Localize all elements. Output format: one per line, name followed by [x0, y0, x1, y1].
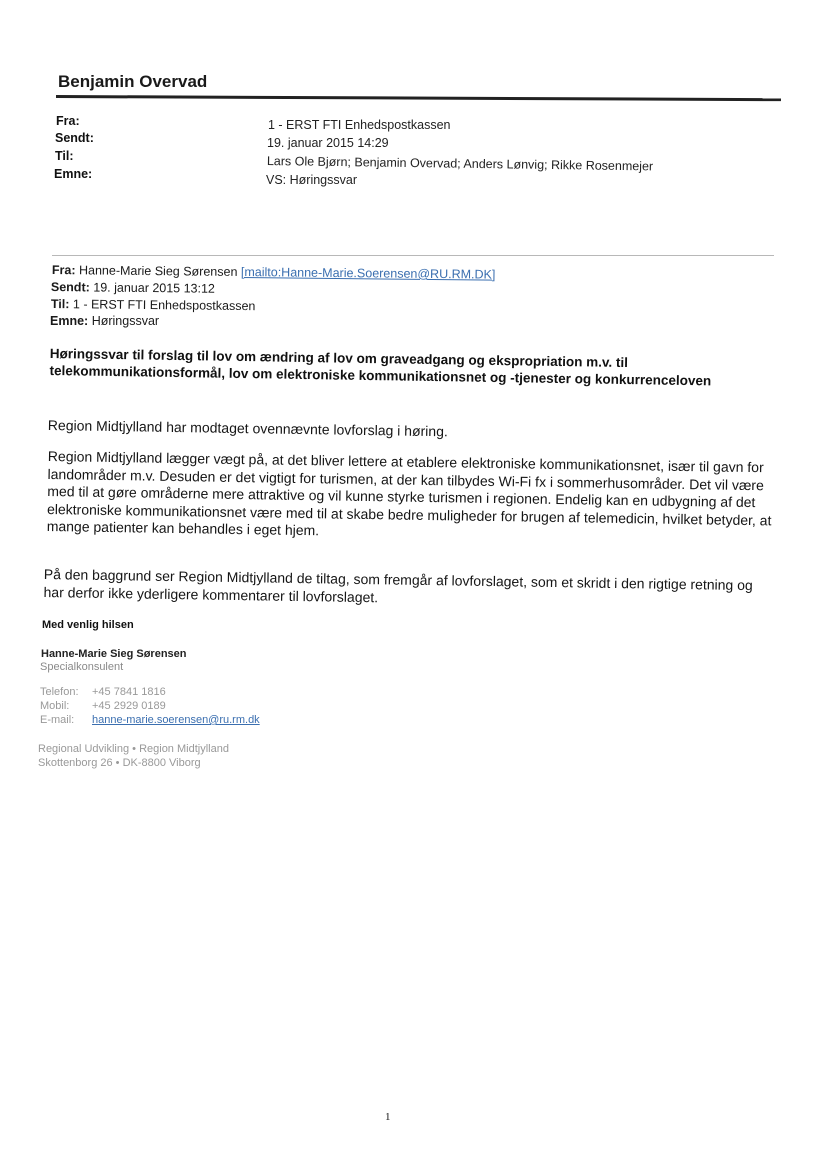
body-paragraph-2: Region Midtjylland lægger vægt på, at det bliver lettere at etablere elektroniske kommunikationsnet, især til gavn for landområder m.v. Desuden er det vigtigt for turismen, at der kan tilbydes Wi-Fi fx i sommerhusområder. Det vil være med til at gøre områderne mere attraktive og vil kunne styrke turismen i regionen. Endelig kan en udbygning af det elektroniske kommunikationsnet være med til at skabe bedre muligheder for brugen af telemedicin, hvilket betyder, at mange patienter kan behandles i eget hjem. — [46, 448, 772, 539]
forwarded-subject-line — [50, 314, 159, 328]
body-paragraph-1: Region Midtjylland har modtaget ovennævnte lovforslag i høring. — [47, 417, 448, 440]
forwarded-to-value: 1 - ERST FTI Enhedspostkassen — [72, 297, 256, 314]
body-paragraph-3: På den baggrund ser Region Midtjylland de tiltag, som fremgår af lovforslaget, som et skridt i den rigtige retning og har derfor ikke yderligere kommentarer til lovforslaget. — [43, 566, 753, 605]
forwarded-sent-line — [51, 280, 215, 296]
forwarded-mailto-link[interactable]: [mailto:Hanne-Marie.Soerensen@RU.RM.DK] — [240, 264, 496, 282]
org-line-1: Regional Udvikling • Region Midtjylland — [38, 743, 229, 755]
page-number: 1 — [385, 1111, 391, 1123]
forwarded-sent-value: 19. januar 2015 13:12 — [93, 280, 216, 296]
closing-greeting: Med venlig hilsen — [42, 619, 134, 631]
phone-value: +45 7841 1816 — [92, 686, 166, 698]
forwarded-to-line — [51, 297, 256, 313]
separator-rule — [52, 255, 774, 256]
header-rule — [56, 95, 781, 101]
phone-label: Telefon: — [40, 686, 79, 698]
email-row — [40, 714, 260, 726]
forwarded-subject-label: Emne: — [50, 314, 89, 328]
mobile-label: Mobil: — [40, 700, 70, 712]
subject-value: VS: Høringssvar — [266, 173, 357, 187]
forwarded-from-line — [52, 263, 496, 282]
org-line-2: Skottenborg 26 • DK-8800 Viborg — [38, 757, 201, 769]
to-value: Lars Ole Bjørn; Benjamin Overvad; Anders Lønvig; Rikke Rosenmejer — [266, 154, 654, 174]
signature-title: Specialkonsulent — [40, 661, 124, 673]
forwarded-to-label: Til: — [50, 297, 70, 312]
from-label: Fra: — [56, 114, 80, 128]
forwarded-from-label: Fra: — [51, 263, 76, 278]
phone-row — [40, 686, 166, 698]
mailbox-owner: Benjamin Overvad — [58, 72, 208, 91]
email-label: E-mail: — [40, 714, 75, 726]
email-link[interactable]: hanne-marie.soerensen@ru.rm.dk — [92, 714, 260, 726]
signature-name: Hanne-Marie Sieg Sørensen — [41, 648, 187, 660]
forwarded-sent-label: Sendt: — [50, 280, 90, 295]
sent-label: Sendt: — [55, 131, 94, 145]
from-value: 1 - ERST FTI Enhedspostkassen — [268, 118, 451, 132]
sent-value: 19. januar 2015 14:29 — [267, 136, 389, 150]
subject-label: Emne: — [54, 167, 93, 181]
mobile-value: +45 2929 0189 — [92, 700, 166, 712]
letter-subject: Høringssvar til forslag til lov om ændring af lov om graveadgang og ekspropriation m.v. til telekommunikationsformål, lov om elektroniske kommunikationsnet og -tjenester og konkurrenceloven — [49, 345, 712, 389]
mobile-row — [40, 700, 166, 712]
forwarded-subject-value: Høringssvar — [91, 314, 160, 328]
to-label: Til: — [55, 149, 74, 163]
forwarded-from-name: Hanne-Marie Sieg Sørensen — [78, 263, 238, 279]
